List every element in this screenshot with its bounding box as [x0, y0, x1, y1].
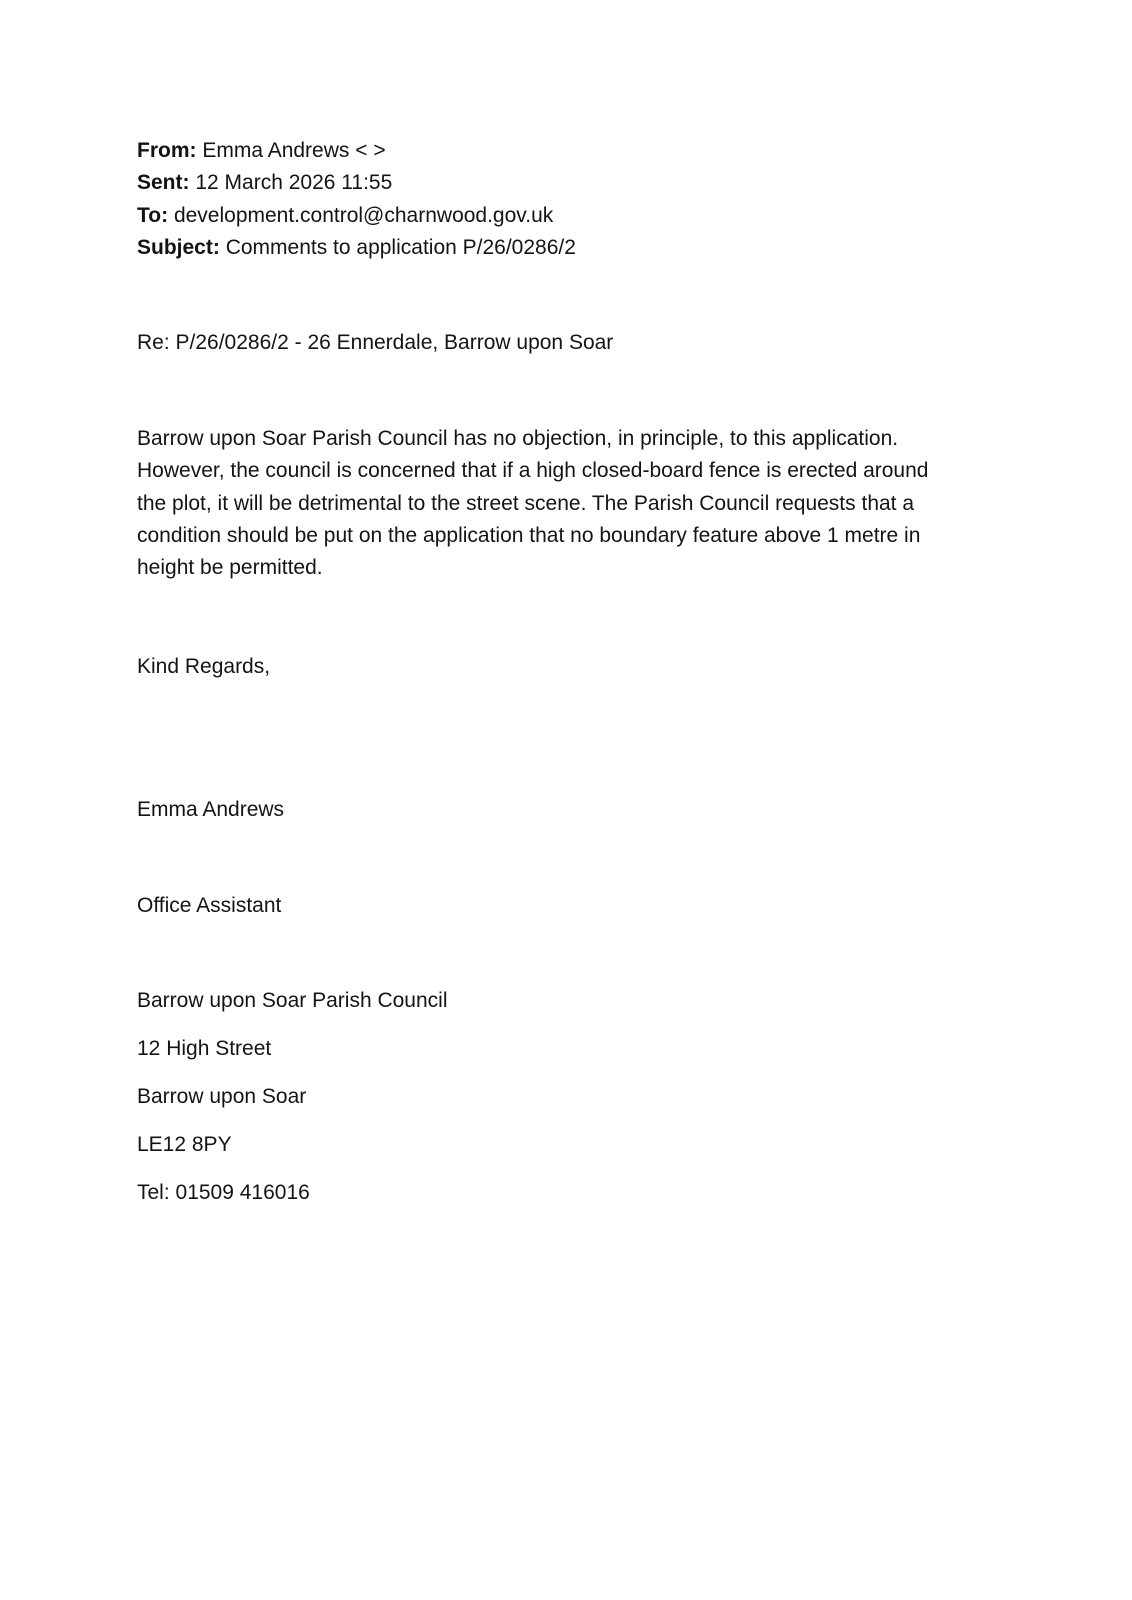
paragraph-line: height be permitted. [137, 556, 323, 580]
address-line-1: 12 High Street [137, 1037, 272, 1060]
to-label: To: [137, 204, 169, 227]
sent-line [137, 170, 392, 196]
address-line-2: Barrow upon Soar [137, 1085, 307, 1108]
signature-role: Office Assistant [137, 894, 282, 917]
from-line [137, 138, 386, 164]
closing: Kind Regards, [137, 655, 271, 678]
subject-label: Subject: [137, 236, 220, 259]
subject-value: Comments to application P/26/0286/2 [225, 236, 576, 259]
to-line [137, 203, 553, 229]
telephone: Tel: 01509 416016 [137, 1181, 310, 1204]
body-paragraph [137, 423, 987, 584]
subject-line [137, 235, 576, 261]
paragraph-line: However, the council is concerned that if a high closed-board fence is erected around [137, 459, 929, 483]
paragraph-line: condition should be put on the application that no boundary feature above 1 metre in [137, 523, 921, 547]
signature-organisation: Barrow upon Soar Parish Council [137, 989, 448, 1012]
sent-value: 12 March 2026 11:55 [195, 171, 393, 194]
from-label: From: [137, 139, 197, 162]
to-value: development.control@charnwood.gov.uk [173, 204, 554, 227]
reference-line: Re: P/26/0286/2 - 26 Ennerdale, Barrow upon Soar [137, 331, 614, 354]
from-value: Emma Andrews < > [202, 139, 386, 162]
paragraph-line: the plot, it will be detrimental to the street scene. The Parish Council requests that a [137, 491, 915, 515]
signature-name: Emma Andrews [137, 798, 285, 821]
paragraph-line: Barrow upon Soar Parish Council has no objection, in principle, to this application. [137, 427, 899, 450]
postcode: LE12 8PY [137, 1133, 232, 1156]
sent-label: Sent: [137, 171, 190, 194]
